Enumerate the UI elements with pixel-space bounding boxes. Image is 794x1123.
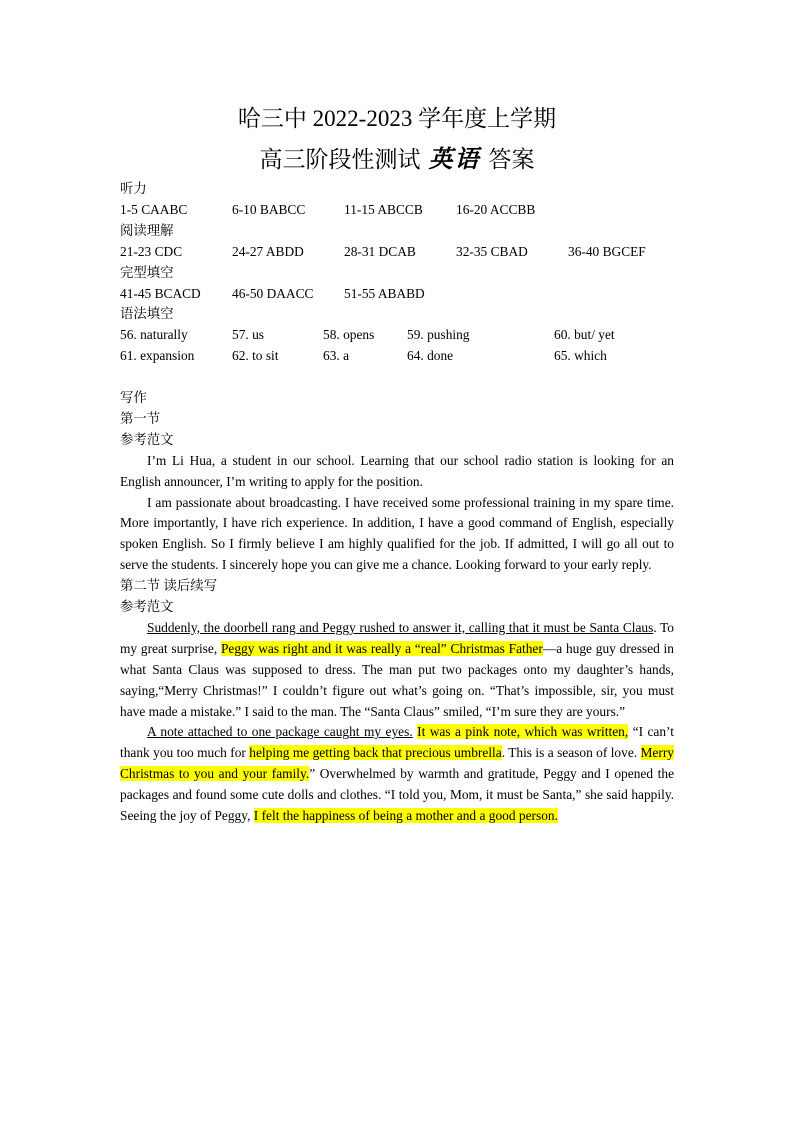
part-label: 第二节 读后续写 bbox=[120, 578, 218, 594]
highlighted-text: Peggy was right and it was really a “real” Christmas Father bbox=[220, 640, 543, 656]
answer-item: 61. expansion bbox=[120, 348, 195, 364]
answer-item: 16-20 ACCBB bbox=[456, 201, 536, 217]
answer-item: 60. but/ yet bbox=[554, 327, 615, 343]
page-title: 哈三中 2022-2023 学年度上学期 bbox=[237, 106, 557, 131]
answer-item: 59. pushing bbox=[407, 327, 470, 343]
answer-row bbox=[120, 242, 674, 263]
subtitle-suffix: 答案 bbox=[488, 147, 535, 172]
answer-item: 56. naturally bbox=[120, 327, 188, 343]
page-subtitle bbox=[0, 145, 794, 175]
essay-paragraph: I am passionate about broadcasting. I have received some professional training in my spare time. More importantly, I have rich experience. In addition, I have a good command of English, especially spoken English. So I firmly believe I am highly qualified for the job. If admitted, I will go all out to serve the students. I sincerely hope you can give me a chance. Looking forward to your early reply. bbox=[120, 494, 674, 573]
answer-item: 62. to sit bbox=[232, 348, 279, 364]
essay-paragraph: Suddenly, the doorbell rang and Peggy rushed to answer it, calling that it must be Santa Claus. To my great surprise, Peggy was right and it was really a “real” Christmas Father—a huge guy dressed in what Santa Claus was supposed to dress. The man put two packages onto my daughter’s hands, saying,“Merry Christmas!” I couldn’t figure out what’s going on. “That’s impossible, sir, you must have made a mistake.” I said to the man. The “Santa Claus” smiled, “I’m sure they are yours.” bbox=[120, 619, 674, 719]
answer-item: 58. opens bbox=[323, 327, 375, 343]
answer-content bbox=[120, 179, 674, 827]
part-label: 第一节 bbox=[120, 410, 161, 426]
highlighted-text: Merry Christmas to you and your family. bbox=[120, 745, 674, 782]
highlighted-text: I felt the happiness of being a mother and a good person. bbox=[253, 808, 558, 824]
answer-item: 28-31 DCAB bbox=[344, 243, 416, 259]
sample-label: 参考范文 bbox=[120, 431, 174, 447]
essay-paragraph: A note attached to one package caught my eyes. It was a pink note, which was written, “I can’t thank you too much for helping me getting back that precious umbrella. This is a season of love. Merry Christmas to you and your family.” Overwhelmed by warmth and gratitude, Peggy and I opened the packages and found some cute dolls and clothes. “I told you, Mom, it must be Santa,” she said happily. Seeing the joy of Peggy, I felt the happiness of being a mother and a good person. bbox=[120, 724, 675, 824]
section-label-writing: 写作 bbox=[120, 389, 147, 405]
sample-label: 参考范文 bbox=[120, 599, 174, 615]
answer-item: 11-15 ABCCB bbox=[344, 201, 423, 217]
answer-row bbox=[120, 284, 674, 305]
subtitle-prefix: 高三阶段性测试 bbox=[259, 147, 421, 172]
answer-item: 21-23 CDC bbox=[120, 243, 183, 259]
section-label-grammar: 语法填空 bbox=[120, 306, 174, 322]
answer-item: 65. which bbox=[554, 348, 607, 364]
essay-paragraph: I’m Li Hua, a student in our school. Learning that our school radio station is looking for an English announcer, I’m writing to apply for the position. bbox=[120, 452, 674, 489]
underlined-sentence: Suddenly, the doorbell rang and Peggy rushed to answer it, calling that it must be Santa Claus bbox=[147, 619, 654, 635]
answer-item: 41-45 BCACD bbox=[120, 285, 201, 301]
answer-item: 64. done bbox=[407, 348, 454, 364]
section-label-listening: 听力 bbox=[120, 181, 147, 196]
highlighted-text: helping me getting back that precious umbrella bbox=[249, 745, 502, 761]
section-label-cloze: 完型填空 bbox=[120, 264, 174, 280]
answer-item: 46-50 DAACC bbox=[232, 285, 314, 301]
answer-row bbox=[120, 325, 674, 346]
underlined-sentence: A note attached to one package caught my eyes. bbox=[147, 724, 413, 740]
answer-item: 57. us bbox=[232, 327, 264, 343]
answer-item: 32-35 CBAD bbox=[456, 243, 528, 259]
subject-name: 英语 bbox=[428, 147, 481, 173]
section-label-reading: 阅读理解 bbox=[120, 222, 174, 238]
highlighted-text: It was a pink note, which was written, bbox=[417, 724, 629, 740]
answer-item: 24-27 ABDD bbox=[232, 243, 304, 259]
answer-item: 51-55 ABABD bbox=[344, 285, 425, 301]
answer-item: 36-40 BGCEF bbox=[568, 243, 646, 259]
answer-row bbox=[120, 346, 674, 367]
answer-item: 63. a bbox=[323, 348, 350, 364]
answer-row bbox=[120, 200, 674, 221]
answer-item: 1-5 CAABC bbox=[120, 201, 188, 217]
answer-item: 6-10 BABCC bbox=[232, 201, 306, 217]
